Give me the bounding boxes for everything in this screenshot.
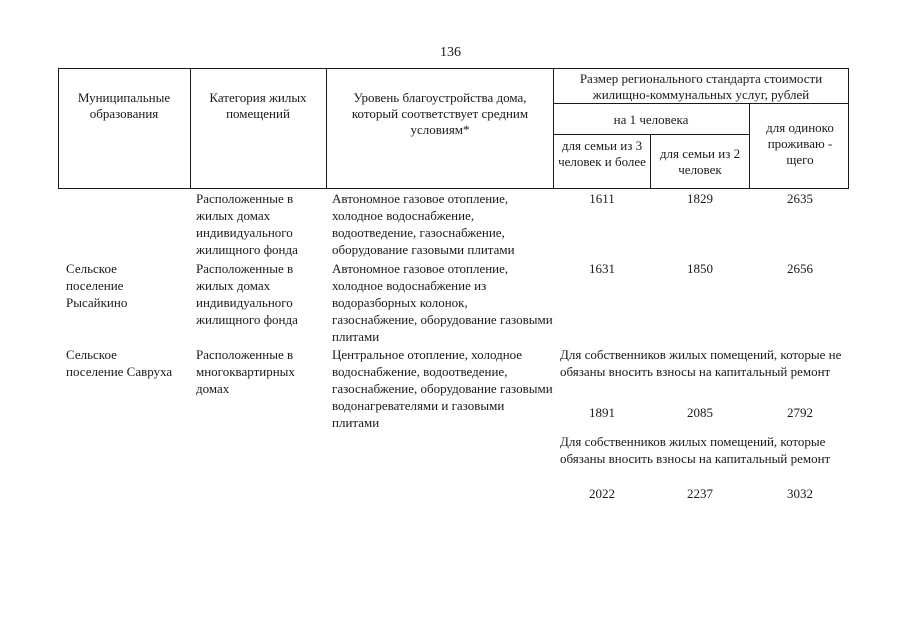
row-amenity: Автономное газовое отопление, холодное водоснабжение, водоотведение, газоснабжение, оборудование газовыми плитами: [332, 191, 515, 257]
value-family-2: 2237: [687, 486, 713, 501]
header-family-2: для семьи из 2 человек: [659, 146, 741, 177]
value-family-2: 2085: [687, 405, 713, 420]
header-municipal: Муниципальные образования: [77, 90, 171, 121]
owner-note: Для собственников жилых помещений, которые не обязаны вносить взносы на капитальный ремонт: [560, 347, 842, 379]
row-amenity: Автономное газовое отопление, холодное водоснабжение из водоразборных колонок, газоснабжение, оборудование газовыми плитами: [332, 261, 553, 344]
value-single: 2792: [787, 405, 813, 420]
header-per-person: на 1 человека: [613, 112, 689, 127]
page-number: 136: [440, 45, 461, 60]
row-category: Расположенные в жилых домах индивидуального жилищного фонда: [196, 191, 298, 257]
value-family-2: 1850: [687, 261, 713, 276]
value-single: 2656: [787, 261, 813, 276]
value-family-2: 1829: [687, 191, 713, 206]
value-family-3: 1631: [589, 261, 615, 276]
row-amenity: Центральное отопление, холодное водоснабжение, водоотведение, газоснабжение, оборудование газовыми водонагревателями и газовыми плитами: [332, 347, 553, 430]
row-municipality: Сельское поселение Рысайкино: [66, 261, 128, 310]
row-category: Расположенные в многоквартирных домах: [196, 347, 295, 396]
header-single: для одиноко проживаю - щего: [766, 120, 834, 167]
row-category: Расположенные в жилых домах индивидуального жилищного фонда: [196, 261, 298, 327]
header-standard-size: Размер регионального стандарта стоимости жилищно-коммунальных услуг, рублей: [579, 71, 823, 102]
value-single: 3032: [787, 486, 813, 501]
value-family-3: 2022: [589, 486, 615, 501]
value-family-3: 1611: [589, 191, 615, 206]
header-family-3: для семьи из 3 человек и более: [558, 138, 646, 169]
header-amenity: Уровень благоустройства дома, который соответствует средним условиям*: [351, 90, 529, 137]
value-family-3: 1891: [589, 405, 615, 420]
value-single: 2635: [787, 191, 813, 206]
row-municipality: Сельское поселение Савруха: [66, 347, 173, 379]
header-category: Категория жилых помещений: [209, 90, 307, 121]
owner-note: Для собственников жилых помещений, которые обязаны вносить взносы на капитальный ремонт: [560, 434, 831, 466]
